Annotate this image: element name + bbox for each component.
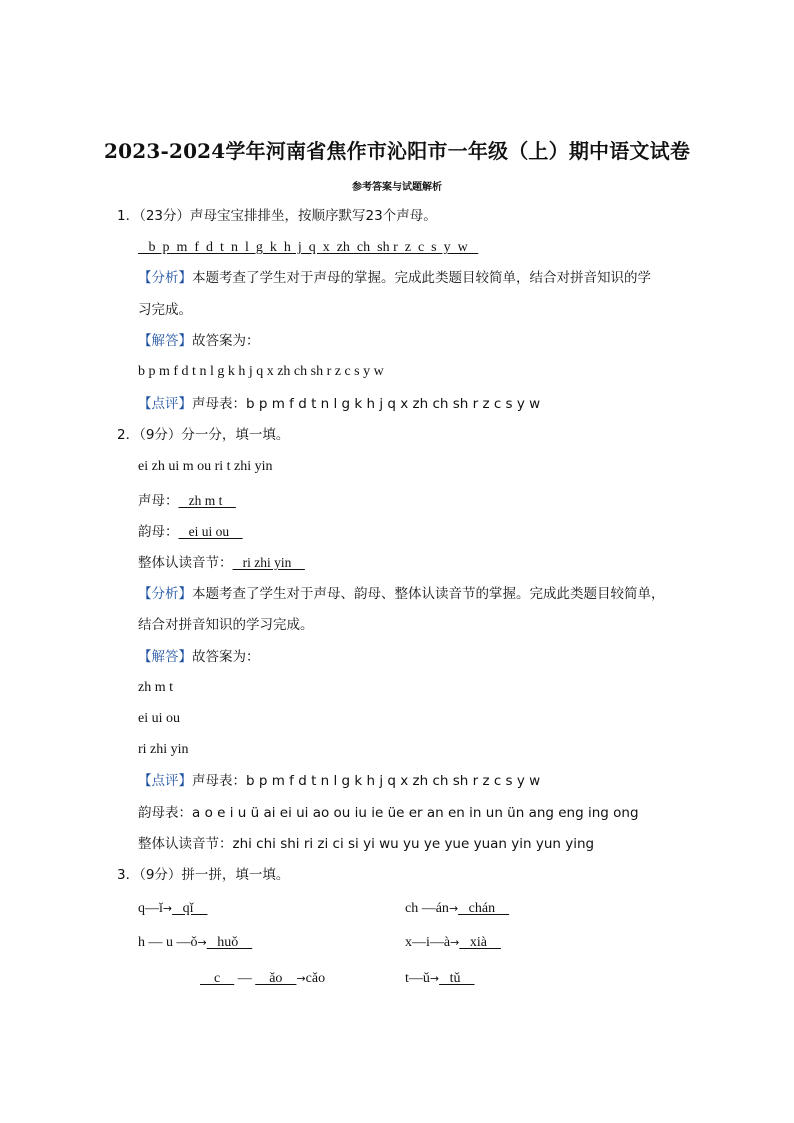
q1-solution-answer: b p m f d t n l g k h j q x zh ch sh r z c s y w: [138, 364, 384, 379]
q1-solution-text: 故答案为：: [192, 333, 260, 349]
q2-solution: [138, 648, 260, 666]
q2-yunmu-label: 韵母：: [138, 524, 179, 540]
q3-item-b: [405, 900, 509, 918]
q3-d-answer: xià: [459, 935, 501, 950]
q3-c-expression: h — u —ǒ: [138, 935, 198, 950]
q3-e-blank-final: ǎo: [255, 971, 297, 986]
arrow-icon: →: [429, 972, 440, 985]
q1-analysis-cont: 习完成。: [138, 302, 192, 318]
q1-answer-line: [138, 238, 478, 257]
q2-analysis-cont: 结合对拼音知识的学习完成。: [138, 617, 314, 633]
arrow-icon: →: [450, 936, 460, 949]
q3-f-answer: tǔ: [439, 971, 475, 986]
q3-stem: 3．（9分）拼一拼，填一填。: [117, 867, 290, 883]
q2-shengmu-answer: zh m t: [178, 493, 236, 508]
analysis-tag: 【分析】: [138, 270, 192, 286]
q3-a-answer: qǐ: [172, 901, 208, 916]
q1-answer: b p m f d t n l g k h j q x zh ch sh r z c s y w: [138, 240, 479, 255]
comment-tag: 【点评】: [138, 396, 192, 412]
q3-item-e: [200, 970, 325, 988]
q2-comment-text: 声母表：b p m f d t n l g k h j q x zh ch sh r z c s y w: [192, 773, 541, 789]
q2-analysis-text: 本题考查了学生对于声母、韵母、整体认读音节的掌握。完成此类题目较简单，: [192, 586, 665, 602]
q1-analysis: [138, 269, 651, 287]
q2-answer-shengmu: zh m t: [138, 680, 173, 695]
q2-given: ei zh ui m ou ri t zhi yin: [138, 459, 273, 474]
q2-answer-zhengti: ri zhi yin: [138, 742, 189, 757]
q1-stem: 1．（23分）声母宝宝排排坐，按顺序默写23个声母。: [117, 208, 437, 224]
q2-stem: 2．（9分）分一分，填一填。: [117, 427, 290, 443]
q2-shengmu: [138, 492, 236, 510]
q2-solution-text: 故答案为：: [192, 649, 260, 665]
q2-answer-yunmu: ei ui ou: [138, 711, 180, 726]
q2-shengmu-label: 声母：: [138, 493, 179, 509]
q3-item-d: [405, 934, 501, 952]
q3-d-expression: x—i—à: [405, 935, 451, 950]
q1-solution: [138, 332, 260, 350]
q3-b-answer: chán: [458, 901, 510, 916]
analysis-tag: 【分析】: [138, 586, 192, 602]
q2-zhengti-answer: ri zhi yin: [232, 555, 305, 570]
arrow-icon: →: [162, 902, 173, 915]
solution-tag: 【解答】: [138, 333, 192, 349]
q3-e-result: cǎo: [305, 971, 326, 986]
q2-analysis: [138, 585, 665, 603]
q1-analysis-text: 本题考查了学生对于声母的掌握。完成此类题目较简单，结合对拼音知识的学: [192, 270, 651, 286]
q2-zhengti-table: 整体认读音节：zhi chi shi ri zi ci si yi wu yu ye yue yuan yin yun ying: [138, 836, 595, 852]
q3-item-a: [138, 900, 208, 918]
arrow-icon: →: [296, 972, 306, 985]
q3-f-expression: t—ǔ: [405, 971, 430, 986]
page-subtitle: 参考答案与试题解析: [352, 182, 442, 193]
q3-c-answer: huǒ: [206, 935, 253, 950]
q3-item-f: [405, 970, 475, 988]
q2-yunmu-answer: ei ui ou: [178, 524, 243, 539]
q3-e-blank-initial: c: [200, 971, 235, 986]
page-title: 2023-2024学年河南省焦作市沁阳市一年级（上）期中语文试卷: [103, 139, 691, 163]
q3-a-expression: q—ǐ: [138, 901, 163, 916]
q2-zhengti-label: 整体认读音节：: [138, 555, 233, 571]
q1-comment: [138, 395, 540, 413]
arrow-icon: →: [448, 902, 459, 915]
solution-tag: 【解答】: [138, 649, 192, 665]
q3-item-c: [138, 934, 252, 952]
q1-comment-text: 声母表：b p m f d t n l g k h j q x zh ch sh r z c s y w: [192, 396, 541, 412]
comment-tag: 【点评】: [138, 773, 192, 789]
q3-e-dash: —: [234, 971, 256, 986]
q2-yunmu-table: 韵母表：a o e i u ü ai ei ui ao ou iu ie üe er an en in un ün ang eng ing ong: [138, 805, 639, 821]
q3-b-expression: ch —án: [405, 901, 449, 916]
q2-zhengti: [138, 554, 305, 572]
q2-yunmu: [138, 523, 243, 541]
arrow-icon: →: [197, 936, 207, 949]
q2-comment: [138, 772, 540, 790]
